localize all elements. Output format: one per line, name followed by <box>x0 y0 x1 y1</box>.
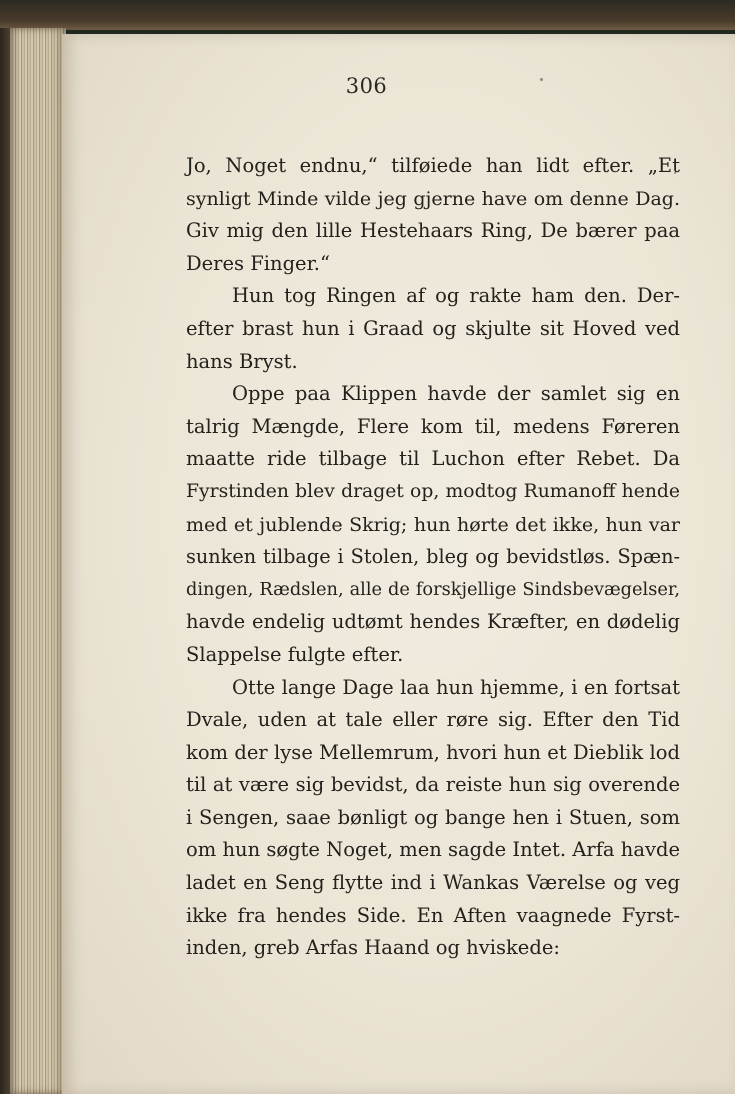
text-line: med et jublende Skrig; hun hørte det ikke, hun var <box>186 513 680 536</box>
text-line: i Sengen, saae bønligt og bange hen i Stuen, som <box>186 805 680 829</box>
text-line: hans Bryst. <box>186 349 298 373</box>
page-number: 306 <box>345 74 388 98</box>
text-line: ikke fra hendes Side. En Aften vaagnede Fyrst- <box>186 903 680 927</box>
text-line: Giv mig den lille Hestehaars Ring, De bærer paa <box>186 219 680 243</box>
text-line: efter brast hun i Graad og skjulte sit Hoved ved <box>186 316 680 340</box>
text-line: Deres Finger.“ <box>186 251 330 275</box>
text-line: inden, greb Arfas Haand og hviskede: <box>186 936 560 960</box>
text-line: Slappelse fulgte efter. <box>186 642 404 666</box>
text-line: maatte ride tilbage til Luchon efter Rebet. Da <box>186 447 680 471</box>
text-line: om hun søgte Noget, men sagde Intet. Arfa havde <box>186 838 680 862</box>
text-line: havde endelig udtømt hendes Kræfter, en dødelig <box>186 610 680 634</box>
text-line: Jo, Noget endnu,“ tilføiede han lidt efter. „Et <box>186 154 680 177</box>
text-line: Oppe paa Klippen havde der samlet sig en <box>232 382 680 406</box>
text-line: Otte lange Dage laa hun hjemme, i en fortsat <box>232 675 680 699</box>
text-line: sunken tilbage i Stolen, bleg og bevidstløs. Spæn- <box>186 545 680 569</box>
text-line: kom der lyse Mellemrum, hvori hun et Dieblik lod <box>186 740 680 764</box>
body-text <box>186 150 680 965</box>
text-line: til at være sig bevidst, da reiste hun sig overende <box>186 773 680 797</box>
text-line: Hun tog Ringen af og rakte ham den. Der- <box>232 284 680 308</box>
text-line: ladet en Seng flytte ind i Wankas Værelse og veg <box>186 871 680 895</box>
text-line: Fyrstinden blev draget op, modtog Rumanoff hende <box>186 480 680 502</box>
text-line: dingen, Rædslen, alle de forskjellige Sindsbevægelser, <box>186 579 680 600</box>
page-stack-edge <box>10 28 66 1094</box>
text-line: Dvale, uden at tale eller røre sig. Efter den Tid <box>186 708 680 732</box>
book-cover-edge <box>0 0 735 30</box>
text-line: synligt Minde vilde jeg gjerne have om denne Dag. <box>186 187 680 210</box>
text-line: talrig Mængde, Flere kom til, medens Føreren <box>186 414 680 438</box>
